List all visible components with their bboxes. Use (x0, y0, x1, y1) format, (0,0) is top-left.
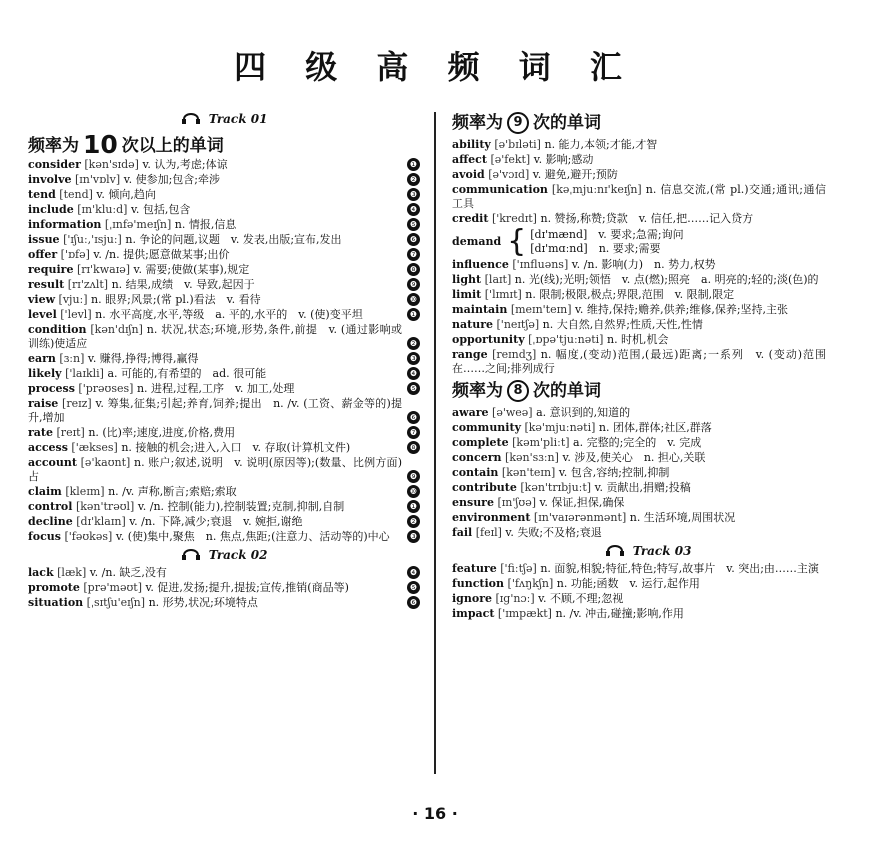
headword: decline (28, 515, 73, 528)
phonetic: [prə'məʊt] (83, 581, 142, 594)
brace-symbol: { (507, 224, 527, 259)
phonetic: [tend] (59, 188, 93, 201)
phonetic: ['ækses] (71, 441, 118, 454)
phonetic: [kən'dɪʃn] (90, 323, 143, 336)
track-label (28, 110, 420, 128)
headword: earn (28, 352, 56, 365)
phonetic: ['prəʊses] (78, 382, 134, 395)
entry-opportunity (452, 333, 844, 347)
headword: rate (28, 426, 54, 439)
definition: n. /v. 声称,断言;索赔;索取 (108, 485, 237, 498)
headword: control (28, 500, 73, 513)
entry-environment (452, 511, 844, 525)
headword: nature (452, 318, 493, 331)
phonetic: [ɪn'kluːd] (77, 203, 128, 216)
frequency-badge: ❶ (407, 158, 420, 171)
definition: n. 时机,机会 (606, 333, 669, 346)
headword: tend (28, 188, 56, 201)
phonetic: [ˌsɪtʃu'eɪʃn] (86, 596, 146, 609)
entry-view (28, 293, 420, 307)
definition: a. 可能的,有希望的 ad. 很可能 (107, 367, 267, 380)
phonetic: [kəˌmjuːnɪ'keɪʃn] (551, 183, 642, 196)
frequency-badge: ❾ (407, 278, 420, 291)
definition: v. 筹集,征集;引起;养育,饲养;提出 n. /v. (工资、薪金等的)提升,增加 (28, 397, 403, 424)
entry-situation (28, 596, 420, 610)
entry-list (28, 158, 420, 544)
definition: n. 大自然,自然界;性质,天性,性情 (542, 318, 703, 331)
entry-concern (452, 451, 844, 465)
phonetic: [feɪl] (475, 526, 502, 539)
entry-influence (452, 258, 844, 272)
definition: v. /n. 控制(能力),控制装置;克制,抑制,自制 (137, 500, 345, 513)
phonetic: ['fʌŋkʃn] (507, 577, 554, 590)
phonetic: [kən'trəʊl] (75, 500, 135, 513)
phonetic: [kleɪm] (65, 485, 105, 498)
right-column (452, 108, 844, 622)
entry-focus (28, 530, 420, 544)
headword: focus (28, 530, 61, 543)
entry-avoid (452, 168, 844, 182)
phonetic: [rɪ'zʌlt] (67, 278, 109, 291)
entry-light (452, 273, 844, 287)
phonetic: ['ɪnfluəns] (512, 258, 569, 271)
frequency-badge: ❸ (407, 352, 420, 365)
phonetic: [kən'trɪbjuːt] (520, 481, 592, 494)
frequency-badge: ❹ (407, 203, 420, 216)
entry-account (28, 456, 420, 484)
entry-require (28, 263, 420, 277)
headword: aware (452, 406, 489, 419)
entry-ignore (452, 592, 844, 606)
headword: credit (452, 212, 489, 225)
entry-demand (452, 224, 844, 259)
section-suffix: 次的单词 (533, 381, 601, 401)
definition: n. 状况,状态;环境,形势,条件,前提 v. (通过影响或训练)使适应 (28, 323, 403, 350)
headword: level (28, 308, 57, 321)
definition: v. 倾向,趋向 (96, 188, 156, 201)
entry-condition (28, 323, 420, 351)
headword: information (28, 218, 102, 231)
headword: avoid (452, 168, 485, 181)
headword: require (28, 263, 74, 276)
headword: contain (452, 466, 499, 479)
entry-decline (28, 515, 420, 529)
section-heading (452, 110, 844, 136)
frequency-badge: ❼ (407, 426, 420, 439)
entry-community (452, 421, 844, 435)
headword: include (28, 203, 74, 216)
headword: environment (452, 511, 531, 524)
entry-claim (28, 485, 420, 499)
section-heading (452, 378, 844, 404)
definition: n. 信息交流,(常 pl.)交通;通讯;通信工具 (452, 183, 827, 210)
entry-contain (452, 466, 844, 480)
headword: condition (28, 323, 87, 336)
phonetic: [laɪt] (484, 273, 512, 286)
headword: promote (28, 581, 80, 594)
headword: view (28, 293, 56, 306)
definition: v. 避免,避开;预防 (532, 168, 618, 181)
entry-impact (452, 607, 844, 621)
entry-aware (452, 406, 844, 420)
definition: n. 形势,状况;环境特点 (148, 596, 258, 609)
section-prefix: 频率为 (452, 381, 503, 401)
definition: v. (使)集中,聚焦 n. 焦点,焦距;(注意力、活动等的)中心 (115, 530, 390, 543)
entry-involve (28, 173, 420, 187)
headword: contribute (452, 481, 517, 494)
entry-fail (452, 526, 844, 540)
entry-result (28, 278, 420, 292)
entry-maintain (452, 303, 844, 317)
phonetic: [kən'teɪn] (501, 466, 556, 479)
headword: maintain (452, 303, 508, 316)
phonetic: [vjuː] (58, 293, 88, 306)
phonetic: [reɪz] (62, 397, 92, 410)
section-suffix: 次的单词 (533, 113, 601, 133)
entry-include (28, 203, 420, 217)
headword: consider (28, 158, 81, 171)
phonetic: ['levl] (60, 308, 92, 321)
column-divider (434, 112, 436, 774)
phonetic: [dɪ'klaɪn] (76, 515, 126, 528)
headword: ensure (452, 496, 494, 509)
frequency-badge: ❶ (407, 308, 420, 321)
frequency-badge: ❷ (407, 173, 420, 186)
definition: v. 维持,保持;赡养,供养;维修,保养;坚持,主张 (575, 303, 789, 316)
definition: v. 包括,包含 (130, 203, 191, 216)
definition: n. 功能;函数 v. 运行,起作用 (556, 577, 700, 590)
entry-information (28, 218, 420, 232)
frequency-badge: ❸ (407, 188, 420, 201)
track-text: Track 01 (208, 112, 268, 126)
entry-process (28, 382, 420, 396)
definition: n. 结果,成绩 v. 导致,起因于 (111, 278, 255, 291)
definition: v. /n. 提供;愿意做某事;出价 (93, 248, 230, 261)
frequency-badge: ❻ (407, 233, 420, 246)
entry-complete (452, 436, 844, 450)
phonetic: ['laɪkli] (65, 367, 104, 380)
frequency-badge: ❺ (407, 218, 420, 231)
phonetic: [ɪn'vaɪərənmənt] (533, 511, 627, 524)
entry-list (28, 566, 420, 610)
demand-senses (530, 228, 683, 256)
entry-access (28, 441, 420, 455)
section-prefix: 频率为 (28, 136, 79, 156)
definition: v. /n. 影响(力) n. 势力,权势 (571, 258, 716, 271)
definition: v. 影响;感动 (533, 153, 594, 166)
headword: impact (452, 607, 495, 620)
demand-sense-noun: [dɪ'mɑːnd] n. 要求;需要 (530, 242, 661, 255)
frequency-badge: ❶ (407, 500, 420, 513)
definition: n. 光(线);光明;领悟 v. 点(燃);照亮 a. 明亮的;轻的;淡(色)的 (514, 273, 819, 286)
phonetic: ['fəʊkəs] (64, 530, 113, 543)
phonetic: [ɪg'nɔː] (495, 592, 535, 605)
phonetic: [meɪn'teɪn] (510, 303, 572, 316)
entry-list (452, 138, 844, 226)
phonetic: [ˌɒpə'tjuːnəti] (528, 333, 604, 346)
headword: result (28, 278, 65, 291)
headword: access (28, 441, 68, 454)
definition: n. 账户;叙述,说明 v. 说明(原因等);(数量、比例方面)占 (28, 456, 403, 483)
phonetic: [ə'weə] (492, 406, 533, 419)
phonetic: [kəm'pliːt] (512, 436, 570, 449)
headword: concern (452, 451, 502, 464)
headword: raise (28, 397, 59, 410)
frequency-badge: ❿ (407, 293, 420, 306)
entry-range (452, 348, 844, 376)
track-text: Track 02 (208, 548, 268, 562)
entry-likely (28, 367, 420, 381)
frequency-badge: ❽ (407, 263, 420, 276)
definition: n. 情报,信息 (174, 218, 237, 231)
headword: influence (452, 258, 509, 271)
headphones-icon (605, 545, 625, 556)
section-number: 9 (507, 112, 529, 134)
definition: v. /n. 下降,减少;衰退 v. 婉拒,谢绝 (129, 515, 303, 528)
headword: demand (452, 235, 502, 248)
entry-list (452, 258, 844, 376)
definition: n. 水平高度,水平,等级 a. 平的,水平的 v. (使)变平坦 (95, 308, 363, 321)
frequency-badge: ❻ (407, 411, 420, 424)
definition: v. 促进,发扬;提升,提拔;宣传,推销(商品等) (145, 581, 349, 594)
definition: a. 完整的;完全的 v. 完成 (573, 436, 702, 449)
entry-tend (28, 188, 420, 202)
definition: v. /n. 缺乏,没有 (89, 566, 167, 579)
phonetic: ['fiːtʃə] (500, 562, 537, 575)
headword: complete (452, 436, 509, 449)
phonetic: ['ɪmpækt] (497, 607, 552, 620)
frequency-badge: ❹ (407, 566, 420, 579)
definition: v. 使参加;包含;牵涉 (123, 173, 221, 186)
definition: n. 生活环境,周围状况 (629, 511, 736, 524)
headword: limit (452, 288, 482, 301)
entry-promote (28, 581, 420, 595)
frequency-badge: ❾ (407, 470, 420, 483)
phonetic: [kən'sɪdə] (84, 158, 139, 171)
entry-contribute (452, 481, 844, 495)
phonetic: [ɪn'ʃʊə] (497, 496, 537, 509)
phonetic: [reɪt] (56, 426, 85, 439)
section-prefix: 频率为 (452, 113, 503, 133)
definition: v. 赚得,挣得;博得,赢得 (87, 352, 199, 365)
headword: range (452, 348, 488, 361)
entry-ensure (452, 496, 844, 510)
phonetic: [ɜːn] (59, 352, 85, 365)
definition: v. 需要;使做(某事),规定 (133, 263, 250, 276)
entry-consider (28, 158, 420, 172)
headword: situation (28, 596, 84, 609)
headphones-icon (181, 113, 201, 124)
page-title: 四 级 高 频 词 汇 (234, 48, 636, 86)
headword: involve (28, 173, 72, 186)
headword: communication (452, 183, 548, 196)
headword: fail (452, 526, 473, 539)
entry-credit (452, 212, 844, 226)
headword: function (452, 577, 505, 590)
page-number: · 16 · (412, 804, 458, 823)
entry-function (452, 577, 844, 591)
frequency-badge: ❺ (407, 382, 420, 395)
phonetic: [kə'mjuːnəti] (524, 421, 596, 434)
phonetic: ['ɒfə] (60, 248, 90, 261)
entry-level (28, 308, 420, 322)
phonetic: ['kredɪt] (491, 212, 537, 225)
frequency-badge: ❿ (407, 485, 420, 498)
entry-lack (28, 566, 420, 580)
phonetic: [ɪn'vɒlv] (74, 173, 121, 186)
definition: v. 涉及,使关心 n. 担心,关联 (562, 451, 706, 464)
entry-limit (452, 288, 844, 302)
headword: ability (452, 138, 491, 151)
frequency-badge: ❷ (407, 515, 420, 528)
headword: affect (452, 153, 487, 166)
definition: v. 包含,容纳;控制,抑制 (558, 466, 670, 479)
headword: issue (28, 233, 60, 246)
definition: n. 赞扬,称赞;贷款 v. 信任,把……记入贷方 (540, 212, 754, 225)
definition: v. 不顾,不理;忽视 (538, 592, 624, 605)
phonetic: [ˌɪnfə'meɪʃn] (104, 218, 172, 231)
entry-affect (452, 153, 844, 167)
frequency-badge: ❺ (407, 581, 420, 594)
section-number: 10 (83, 130, 118, 159)
definition: n. 幅度,(变动)范围,(最远)距离;一系列 v. (变动)范围在……之间;排列成行 (452, 348, 826, 375)
phonetic: [ə'kaʊnt] (80, 456, 131, 469)
definition: a. 意识到的,知道的 (536, 406, 631, 419)
definition: n. 团体,群体;社区,群落 (598, 421, 712, 434)
section-number: 8 (507, 380, 529, 402)
headword: claim (28, 485, 62, 498)
frequency-badge: ❼ (407, 248, 420, 261)
headword: lack (28, 566, 54, 579)
entry-control (28, 500, 420, 514)
frequency-badge: ❽ (407, 441, 420, 454)
headword: light (452, 273, 482, 286)
headword: community (452, 421, 521, 434)
headword: feature (452, 562, 497, 575)
definition: n. 能力,本领;才能,才智 (544, 138, 658, 151)
entry-issue (28, 233, 420, 247)
left-column (28, 108, 420, 611)
definition: n. 争论的问题,议题 v. 发表,出版;宣布,发出 (125, 233, 342, 246)
phonetic: [ə'fekt] (490, 153, 531, 166)
track-label (452, 542, 844, 560)
entry-list (452, 562, 844, 621)
entry-rate (28, 426, 420, 440)
definition: n. 进程,过程,工序 v. 加工,处理 (136, 382, 295, 395)
definition: v. 贡献出,捐赠;投稿 (594, 481, 691, 494)
entry-list (452, 406, 844, 540)
phonetic: [læk] (57, 566, 87, 579)
frequency-badge: ❹ (407, 367, 420, 380)
headphones-icon (181, 549, 201, 560)
entry-feature (452, 562, 844, 576)
headword: ignore (452, 592, 492, 605)
headword: account (28, 456, 77, 469)
definition: n. 限制;极限,极点;界限,范围 v. 限制,限定 (525, 288, 735, 301)
phonetic: [rɪ'kwaɪə] (76, 263, 131, 276)
frequency-badge: ❻ (407, 596, 420, 609)
entry-raise (28, 397, 420, 425)
definition: n. 接触的机会;进入,入口 v. 存取(计算机文件) (121, 441, 351, 454)
definition: n. /v. 冲击,碰撞;影响,作用 (555, 607, 684, 620)
track-label (28, 546, 420, 564)
section-suffix: 次以上的单词 (121, 136, 224, 156)
phonetic: ['ɪʃuː,'ɪsjuː] (63, 233, 122, 246)
demand-sense-verb: [dɪ'mænd] v. 要求;急需;询问 (530, 228, 684, 241)
definition: v. 保证,担保,确保 (539, 496, 625, 509)
section-heading (28, 130, 420, 159)
entry-communication (452, 183, 844, 211)
definition: v. 失败;不及格;衰退 (505, 526, 602, 539)
headword: opportunity (452, 333, 525, 346)
track-text: Track 03 (632, 544, 692, 558)
phonetic: [ə'vɔɪd] (488, 168, 530, 181)
phonetic: [kən'sɜːn] (505, 451, 559, 464)
definition: n. 眼界;风景;(常 pl.)看法 v. 看待 (91, 293, 261, 306)
headword: process (28, 382, 75, 395)
phonetic: [ə'bɪləti] (494, 138, 541, 151)
frequency-badge: ❸ (407, 530, 420, 543)
phonetic: ['neɪtʃə] (496, 318, 540, 331)
entry-ability (452, 138, 844, 152)
headword: likely (28, 367, 62, 380)
definition: v. 认为,考虑;体谅 (142, 158, 228, 171)
phonetic: ['lɪmɪt] (484, 288, 522, 301)
frequency-badge: ❷ (407, 337, 420, 350)
definition: n. 面貌,相貌;特征,特色;特写,故事片 v. 突出;由……主演 (540, 562, 819, 575)
definition: n. (比)率;速度,进度,价格,费用 (88, 426, 236, 439)
headword: offer (28, 248, 58, 261)
phonetic: [reɪndʒ] (492, 348, 537, 361)
entry-earn (28, 352, 420, 366)
entry-offer (28, 248, 420, 262)
entry-nature (452, 318, 844, 332)
